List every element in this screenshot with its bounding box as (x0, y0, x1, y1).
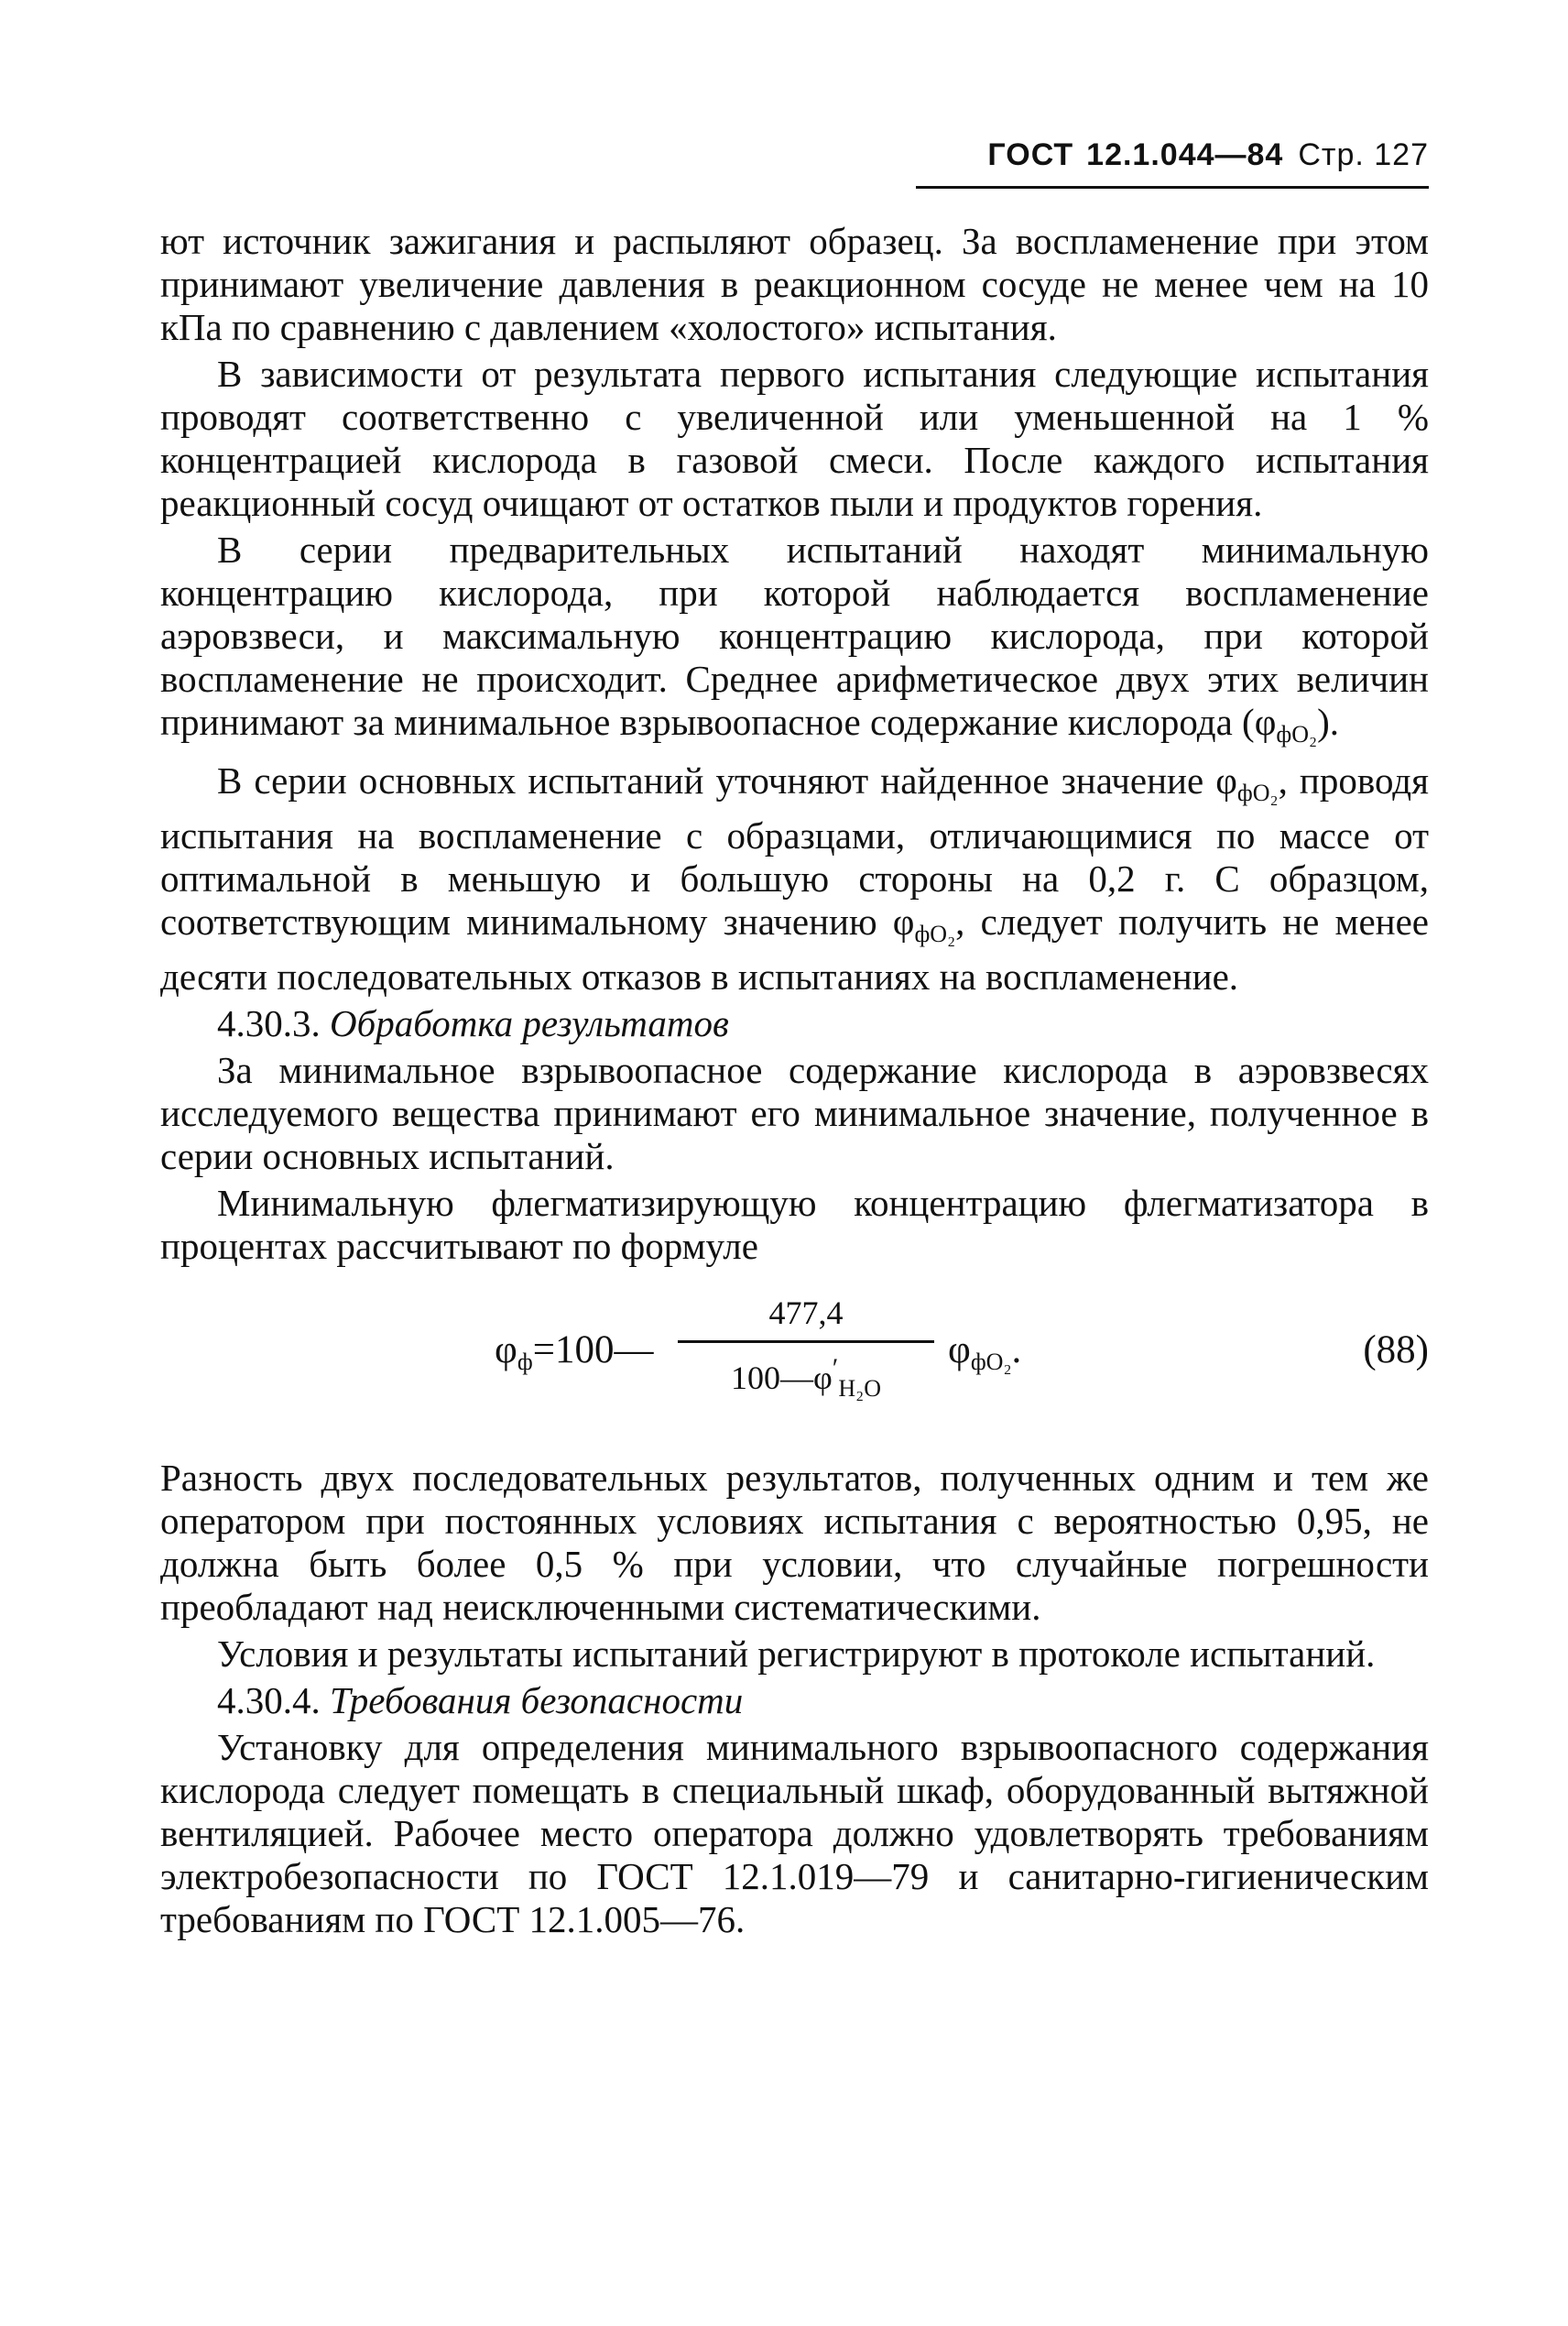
formula-lhs (495, 1328, 653, 1383)
paragraph-4-text-a: В серии основных испытаний уточняют найденное значение (217, 759, 1216, 802)
standard-number: 12.1.044—84 (1086, 137, 1284, 172)
denominator-prime: ′ (832, 1353, 839, 1383)
formula-equals-100: =100— (532, 1328, 654, 1371)
paragraph-4-text-c: , следует получить не менее десяти последовательных отказов в испытаниях на воспламенение. (160, 901, 1429, 998)
formula-numerator: 477,4 (768, 1294, 844, 1331)
formula-number: (88) (1363, 1328, 1429, 1371)
standard-label: ГОСТ (987, 137, 1074, 172)
phi-symbol: φ (1254, 701, 1277, 743)
phi-subscript: фО₂ (1236, 780, 1279, 806)
formula-denominator (678, 1343, 934, 1410)
formula-phi-subscript: ф (517, 1349, 533, 1375)
paragraph-3-text: В серии предварительных испытаний находят минимальную концентрацию кислорода, при которой наблюдается воспламенение аэровзвеси, и максимальную концентрацию кислорода, при которой воспламенение не происходит. Среднее арифметическое двух этих величин принимают за минимальное взрывоопасное содержание кислорода ( (160, 529, 1429, 743)
formula-88 (160, 1292, 1429, 1429)
phi-subscript: фО₂ (1276, 721, 1318, 748)
document-body (160, 220, 1429, 1945)
paragraph-3 (160, 529, 1429, 756)
denominator-subscript: H₂O (838, 1375, 881, 1402)
formula-phi: φ (495, 1328, 517, 1371)
formula-rhs (948, 1328, 1021, 1383)
section-number: 4.30.3. (217, 1002, 321, 1044)
page-number: Стр. 127 (1298, 137, 1429, 172)
paragraph-6: Минимальную флегматизирующую концентрацию флегматизатора в процентах рассчитывают по формуле (160, 1182, 1429, 1267)
section-title: Требования безопасности (330, 1679, 744, 1721)
section-heading-4-30-3 (160, 1002, 1429, 1045)
formula-rhs-end: . (1011, 1328, 1022, 1371)
phi-symbol: φ (892, 901, 915, 943)
paragraph-4 (160, 759, 1429, 999)
page-header (916, 137, 1429, 189)
paragraph-3-end: ). (1317, 701, 1339, 743)
paragraph-9: Установку для определения минимального взрывоопасного содержания кислорода следует помещать в специальный шкаф, оборудованный вытяжной вентиляцией. Рабочее место оператора должно удовлетворять требованиям электробезопасности по ГОСТ 12.1.019—79 и санитарно-гигиеническим требованиям по ГОСТ 12.1.005—76. (160, 1726, 1429, 1940)
phi-subscript: фО₂ (914, 921, 956, 947)
section-number: 4.30.4. (217, 1679, 321, 1721)
paragraph-1: ют источник зажигания и распыляют образец. За воспламенение при этом принимают увеличение давления в реакционном сосуде не менее чем на 10 кПа по сравнению с давлением «холостого» испытания. (160, 220, 1429, 348)
paragraph-4-text-b: , проводя испытания на воспламенение с образцами, отличающимися по массе от оптимальной в меньшую и большую стороны на 0,2 г. С образцом, соответствующим минимальному значению (160, 759, 1429, 943)
formula-fraction (678, 1292, 934, 1410)
phi-symbol: φ (1215, 759, 1237, 802)
paragraph-5: За минимальное взрывоопасное содержание кислорода в аэровзвесях исследуемого вещества принимают его минимальное значение, полученное в серии основных испытаний. (160, 1049, 1429, 1177)
section-title: Обработка результатов (330, 1002, 729, 1044)
paragraph-8: Условия и результаты испытаний регистрируют в протоколе испытаний. (217, 1633, 1376, 1675)
section-heading-4-30-4 (160, 1679, 1429, 1722)
formula-rhs-phi: φ (948, 1328, 971, 1371)
paragraph-7: Разность двух последовательных результатов, полученных одним и тем же оператором при постоянных условиях испытания с вероятностью 0,95, не должна быть более 0,5 % при условии, что случайные погрешности преобладают над неисключенными систематическими. (160, 1457, 1429, 1628)
formula-rhs-subscript: фО₂ (970, 1349, 1012, 1375)
paragraph-2: В зависимости от результата первого испытания следующие испытания проводят соответственно с увеличенной или уменьшенной на 1 % концентрацией кислорода в газовой смеси. После каждого испытания реакционный сосуд очищают от остатков пыли и продуктов горения. (160, 353, 1429, 524)
denominator-main: 100—φ (731, 1360, 833, 1396)
